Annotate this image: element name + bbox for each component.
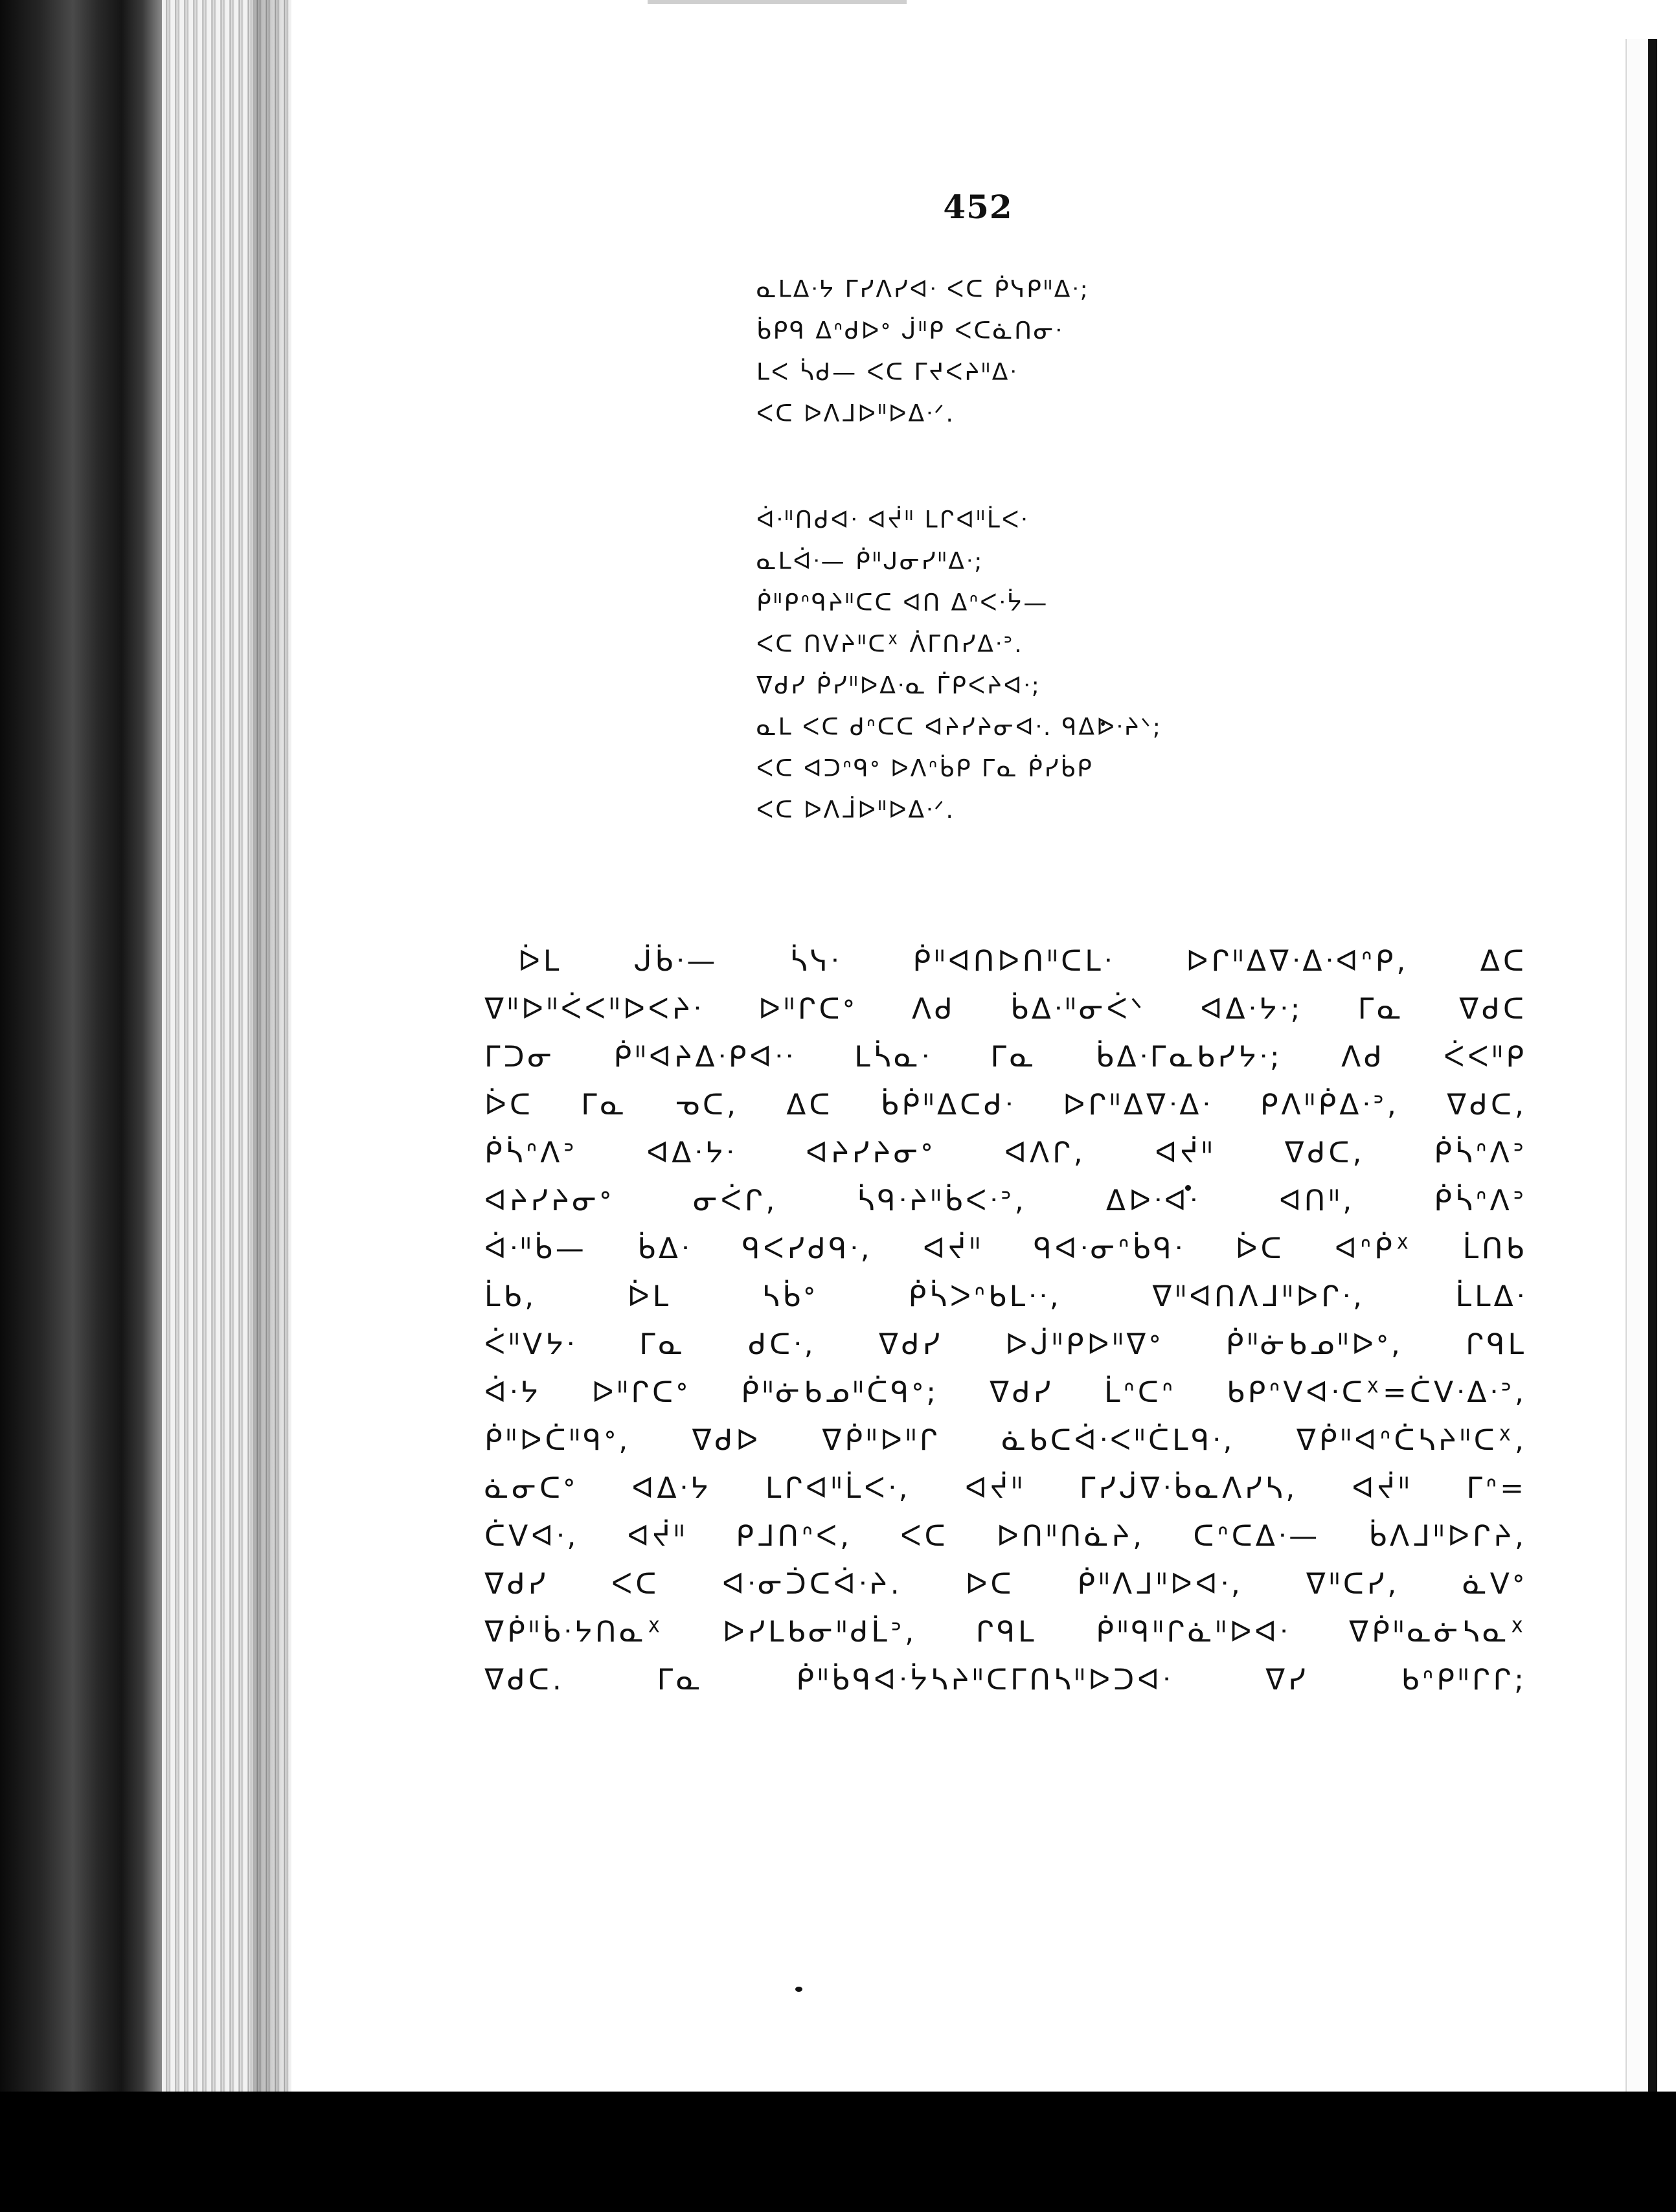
prose-line: ᑮᐦᐅᑖᐦᑫᐤ, ᐁᑯᐅ ᐁᑮᐦᐅᐦᒋ ᓈᑲᑕᐋᐧᐸᐦᑖᒪᑫᐧ, ᐁᑮᐦᐊᐢᑖᓴᔨᐦᑕᕽ,: [484, 1424, 1527, 1457]
top-scan-mark: [648, 0, 907, 4]
prose-line: ᐁᐦᐅᐦᐹᐸᐦᐅᐸᔨᐧ ᐅᐦᒋᑕᐤ ᐱᑯ ᑳᐃᐧᐦᓂᐹᐠ ᐊᐃᐧᔭᐧ; ᒥᓇ ᐁᑯᑕ: [484, 993, 1527, 1026]
stanza-gap: [756, 435, 1300, 500]
prose-line: ᑮᓵᐢᐱᐣ ᐊᐃᐧᔭᐧ ᐊᔨᓯᔨᓂᐤ ᐊᐱᒋ, ᐊᔫᐦ ᐁᑯᑕ, ᑮᓵᐢᐱᐣ: [484, 1136, 1527, 1169]
poem-line: ᓇᒪ ᐸᑕ ᑯᐢᑕᑕ ᐊᔨᓯᔨᓂᐊᐧ. ᑫᐃᐅᐧᔨᐠ;: [756, 714, 1162, 741]
prose-line: ᐋᐧᔭ ᐅᐦᒋᑕᐤ ᑮᐦᓃᑲᓄᐦᑖᑫᐤ; ᐁᑯᓯ ᒫᐢᑕᐢ ᑲᑭᐢᐯᐊᐧᑕᕽ=ᑖᐯᐧᐃᐧᐣ,: [484, 1376, 1527, 1409]
page-edge-shadow: [253, 0, 291, 2092]
right-page-edge-line: [1648, 39, 1657, 2092]
prose-line: ᐁᑯᓯ ᐸᑕ ᐊᐧᓂᑑᑕᐋᐧᔨ. ᐅᑕ ᑮᐦᐱᒧᐦᐅᐊᐧ, ᐁᐦᑕᓯ, ᓈᐯᐤ: [484, 1568, 1527, 1601]
bottom-scan-border: [0, 2092, 1676, 2212]
prose-line: ᒥᑐᓂ ᑮᐦᐊᔨᐃᐧᑭᐊᐧᐧ ᒪᓵᓇᐧ ᒥᓇ ᑳᐃᐧᒥᓇᑲᓯᔭᐧ; ᐱᑯ ᐹᐸᐦᑭ: [484, 1041, 1527, 1074]
poem-line: ᐸᑕ ᐅᐱᒨᐅᐦᐅᐃᐧᐟ.: [756, 797, 955, 824]
poem-line: ᐸᑕ ᑎᐯᔨᐦᑕᕽ ᐲᒥᑎᓯᐃᐧᐣ.: [756, 631, 1024, 658]
poem-line: ᐋᐧᐦᑎᑯᐊᐧ ᐊᔫᐦ ᒪᒋᐊᐦᒫᐸᐧ: [756, 507, 1029, 534]
ink-speck: [795, 1987, 802, 1992]
prose-line: ᐹᐦᐯᔭᐧ ᒥᓇ ᑯᑕᐧ, ᐁᑯᓯ ᐅᒎᐦᑭᐅᐦᐁᐤ ᑮᐦᓃᑲᓄᐦᐅᐤ, ᒋᑫᒪ: [484, 1328, 1527, 1361]
prose-paragraph: [484, 938, 1527, 1704]
poem-block: [756, 269, 1300, 831]
prose-line: ᐆᒪ ᒎᑳᐧ— ᓵᓭᐧ ᑮᐦᐊᑎᐅᑎᐦᑕᒪᐧ ᐅᒋᐦᐃᐁᐧᐃᐧᐊᐢᑭ, ᐃᑕ: [518, 945, 1527, 978]
page-number: 452: [943, 188, 1013, 226]
poem-line: ᑳᑭᑫ ᐃᐢᑯᐅᐤ ᒎᐦᑭ ᐸᑕᓈᑎᓂᐧ: [756, 318, 1063, 344]
poem-line: ᐸᑕ ᐅᐱᒧᐅᐦᐅᐃᐧᐟ.: [756, 401, 955, 427]
poem-line: ᐁᑯᓯ ᑮᓯᐦᐅᐃᐧᓇ ᒦᑭᐸᔨᐊᐧ;: [756, 673, 1041, 699]
prose-line: ᐁᑮᐦᑳᐧᔭᑎᓇᕽ ᐅᓯᒪᑲᓂᐦᑯᒫᐣ, ᒋᑫᒪ ᑮᐦᑫᐦᒋᓈᐦᐅᐊᐧ ᐁᑮᐦᓇᓃᓴᓇᕽ: [484, 1616, 1527, 1649]
right-page-sliver: [1625, 39, 1649, 2092]
poem-line: ᐸᑕ ᐊᑐᐢᑫᐤ ᐅᐱᐢᑳᑭ ᒥᓇ ᑮᓯᑳᑭ: [756, 756, 1094, 782]
prose-line: ᐋᐧᐦᑳ— ᑳᐃᐧ ᑫᐸᓯᑯᑫᐧ, ᐊᔫᐦ ᑫᐊᐧᓂᐢᑳᑫᐧ ᐆᑕ ᐊᐢᑮᕽ ᒫᑎᑲ: [484, 1232, 1527, 1265]
poem-line: ᒪᐸ ᓵᑯ— ᐸᑕ ᒥᔪᐸᔨᐦᐃᐧ: [756, 359, 1018, 386]
poem-line: ᓇᒪᐃᐧᔭ ᒥᓯᐱᓯᐊᐧ ᐸᑕ ᑮᓭᑭᐦᐃᐧ;: [756, 276, 1090, 303]
prose-line: ᓈᓂᑕᐤ ᐊᐃᐧᔭ ᒪᒋᐊᐦᒫᐸᐧ, ᐊᔫᐦ ᒥᓯᒎᐁᐧᑳᓇᐱᓯᓴ, ᐊᔫᐦ ᒥᐢ=: [484, 1472, 1527, 1505]
poem-line: ᑮᐦᑭᐢᑫᔨᐦᑕᑕ ᐊᑎ ᐃᐢᐸᐧᔮ—: [756, 590, 1049, 616]
prose-line: ᐆᑕ ᒥᓇ ᓀᑕ, ᐃᑕ ᑳᑮᐦᐃᑕᑯᐧ ᐅᒋᐦᐃᐁᐧᐃᐧ ᑭᐱᐦᑮᐃᐧᐣ, ᐁᑯᑕ,: [484, 1089, 1527, 1122]
book-gutter-shadow: [0, 0, 162, 2092]
prose-line: ᒫᑲ, ᐆᒪ ᓴᑳᐤ ᑮᓵᐳᐢᑲᒪᐧᐧ, ᐁᐦᐊᑎᐱᒧᐦᐅᒋᐧ, ᒫᒪᐃᐧ: [484, 1280, 1527, 1313]
poem-line: ᓇᒪᐋᐧ— ᑮᐦᒍᓂᓯᐦᐃᐧ;: [756, 548, 984, 575]
prose-line: ᐊᔨᓯᔨᓂᐤ ᓂᐹᒋ, ᓵᑫᐧᔨᐦᑳᐸᐧᐣ, ᐃᐅᐧᐊᐧ ᐊᑎᐦ, ᑮᓵᐢᐱᐣ: [484, 1184, 1527, 1217]
prose-line: ᑖᐯᐊᐧ, ᐊᔫᐦ ᑭᒧᑎᐢᐸ, ᐸᑕ ᐅᑎᐦᑎᓈᔨ, ᑕᐢᑕᐃᐧ— ᑳᐱᒧᐦᐅᒋᔨ,: [484, 1520, 1527, 1553]
prose-line: ᐁᑯᑕ. ᒥᓇ ᑮᐦᑳᑫᐊᐧᔮᓴᔨᐦᑕᒥᑎᓴᐦᐅᑐᐊᐧ ᐁᓯ ᑲᐢᑭᐦᒋᒋ;: [484, 1664, 1527, 1697]
